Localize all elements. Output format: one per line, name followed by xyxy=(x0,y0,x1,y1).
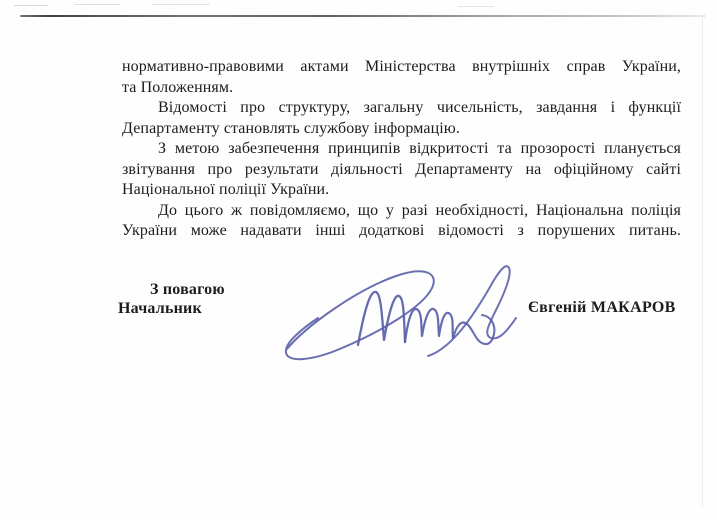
closing-salutation: З повагою xyxy=(150,281,225,298)
signer-name: Євгеній МАКАРОВ xyxy=(528,299,676,316)
body-text-line: З метою забезпечення принципів відкритості та прозорості планується xyxy=(158,140,681,157)
page-right-scan-edge-line xyxy=(702,14,703,506)
page-top-scan-edge-line xyxy=(20,15,706,17)
body-text-line: Національної поліції України. xyxy=(122,181,330,198)
signature-ink xyxy=(278,250,518,372)
body-text-line: Департаменту становлять службову інформацію. xyxy=(122,119,460,137)
body-text-line: нормативно-правовими актами Міністерства внутрішніх справ України, xyxy=(122,58,681,75)
paragraph xyxy=(122,139,681,201)
body-text-line: До цього ж повідомляємо, що у разі необхідності, Національна поліція xyxy=(158,201,681,219)
paragraph xyxy=(122,201,681,242)
letter-body xyxy=(122,57,681,242)
scan-artifact xyxy=(152,4,210,5)
scan-artifact xyxy=(14,5,48,6)
paragraph xyxy=(122,57,681,98)
body-text-line: та Положенням. xyxy=(122,78,234,96)
scan-artifact xyxy=(74,4,120,5)
body-text-line: Відомості про структуру, загальну чисельність, завдання і функції xyxy=(158,99,681,116)
scan-artifact xyxy=(458,6,494,7)
paragraph xyxy=(122,98,681,139)
body-text-line: України може надавати інші додаткові відомості з порушених питань. xyxy=(122,222,681,239)
body-text-line: звітування про результати діяльності Департаменту на офіційному сайті xyxy=(122,160,681,178)
signer-title: Начальник xyxy=(118,300,202,317)
